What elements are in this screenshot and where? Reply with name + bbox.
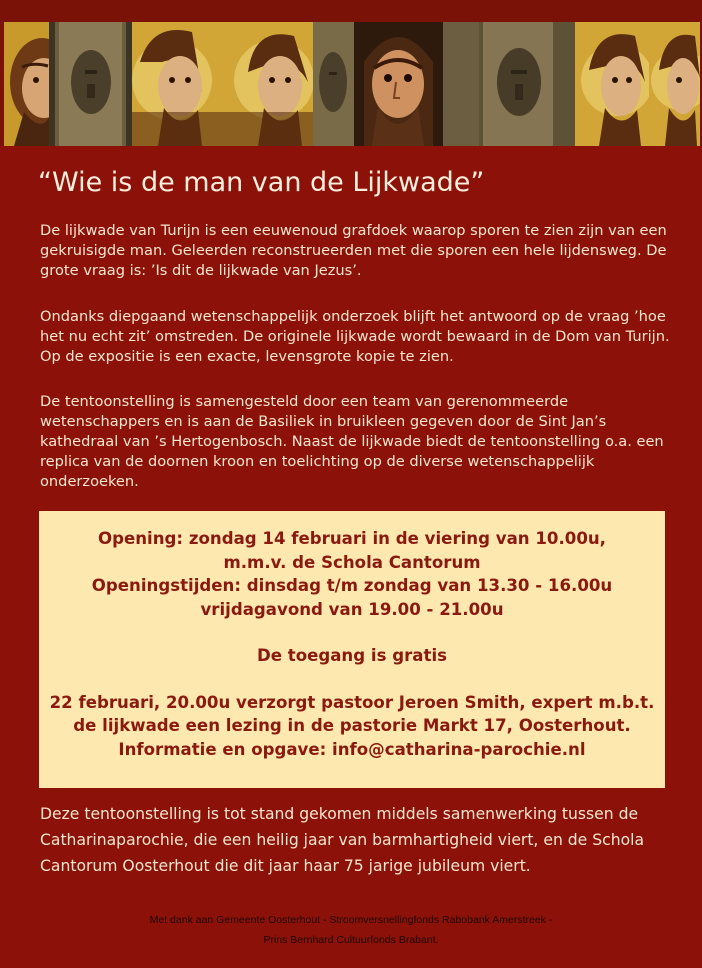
opening-line: Opening: zondag 14 februari in de viering van 10.00u, (97, 529, 606, 548)
acknowledgements (0, 910, 702, 950)
acknowledgement-line: Prins Bernhard Cultuurfonds Brabant. (263, 934, 439, 946)
spacer (39, 621, 665, 644)
shroud-face-image (443, 22, 575, 146)
shroud-face-image (313, 22, 354, 146)
closing-paragraph: Deze tentoonstelling is tot stand gekomen middels samenwerking tussen de Catharinaparochie, die een heilig jaar van barmhartigheid viert, en de Schola Cantorum Oosterhout die dit jaar haar 75 jarige jubileum viert. (40, 805, 645, 875)
friday-hours-line: vrijdagavond van 19.00 - 21.00u (200, 599, 504, 619)
header-banner (0, 0, 702, 146)
opening-schola-line: m.m.v. de Schola Cantorum (223, 552, 481, 572)
gold-icon-image (132, 22, 224, 146)
page-title: “Wie is de man van de Lijkwade” (38, 167, 485, 198)
acknowledgement-line: Met dank aan Gemeente Oosterhout - Stroomversnellingfonds Rabobank Amerstreek - (149, 914, 553, 926)
admission-line: De toegang is gratis (256, 646, 448, 665)
event-info-box (39, 511, 665, 788)
shroud-face-image (49, 22, 132, 146)
gold-icon-image (224, 22, 313, 146)
lecture-line: 22 februari, 20.00u verzorgt pastoor Jeroen Smith, expert m.b.t. (49, 692, 655, 712)
intro-paragraph: De lijkwade van Turijn is een eeuwenoud grafdoek waarop sporen te zien zijn van een gekruisigde man. Geleerden reconstrueerden met die sporen een hele lijdensweg. De grote vraag is: ’Is dit de lijkwade van Jezus’. (40, 222, 667, 279)
contact-line: Informatie en opgave: info@catharina-parochie.nl (118, 739, 586, 759)
spacer (39, 668, 665, 691)
research-paragraph: Ondanks diepgaand wetenschappelijk onderzoek blijft het antwoord op de vraag ’hoe het nu echt zit’ omstreden. De originele lijkwade wordt bewaard in de Dom van Turijn. Op de expositie is een exacte, levensgrote kopie te zien. (40, 308, 670, 365)
lecture-location-line: de lijkwade een lezing in de pastorie Markt 17, Oosterhout. (73, 716, 631, 735)
icon-image-strip (4, 22, 700, 146)
christ-icon-image (354, 22, 443, 146)
exhibition-paragraph: De tentoonstelling is samengesteld door een team van gerenommeerde wetenschappers en is aan de Basiliek in bruikleen gegeven door de Sint Jan’s kathedraal van ’s Hertogenbosch. Naast de lijkwade biedt de tentoonstelling o.a. een replica van de doornen kroon en toelichting op de diverse wetenschappelijk onderzoeken. (40, 393, 664, 490)
gold-icon-image (575, 22, 649, 146)
opening-hours-line: Openingstijden: dinsdag t/m zondag van 13.30 - 16.00u (91, 576, 613, 595)
icon-portrait-image (4, 22, 49, 146)
gold-icon-image (649, 22, 700, 146)
